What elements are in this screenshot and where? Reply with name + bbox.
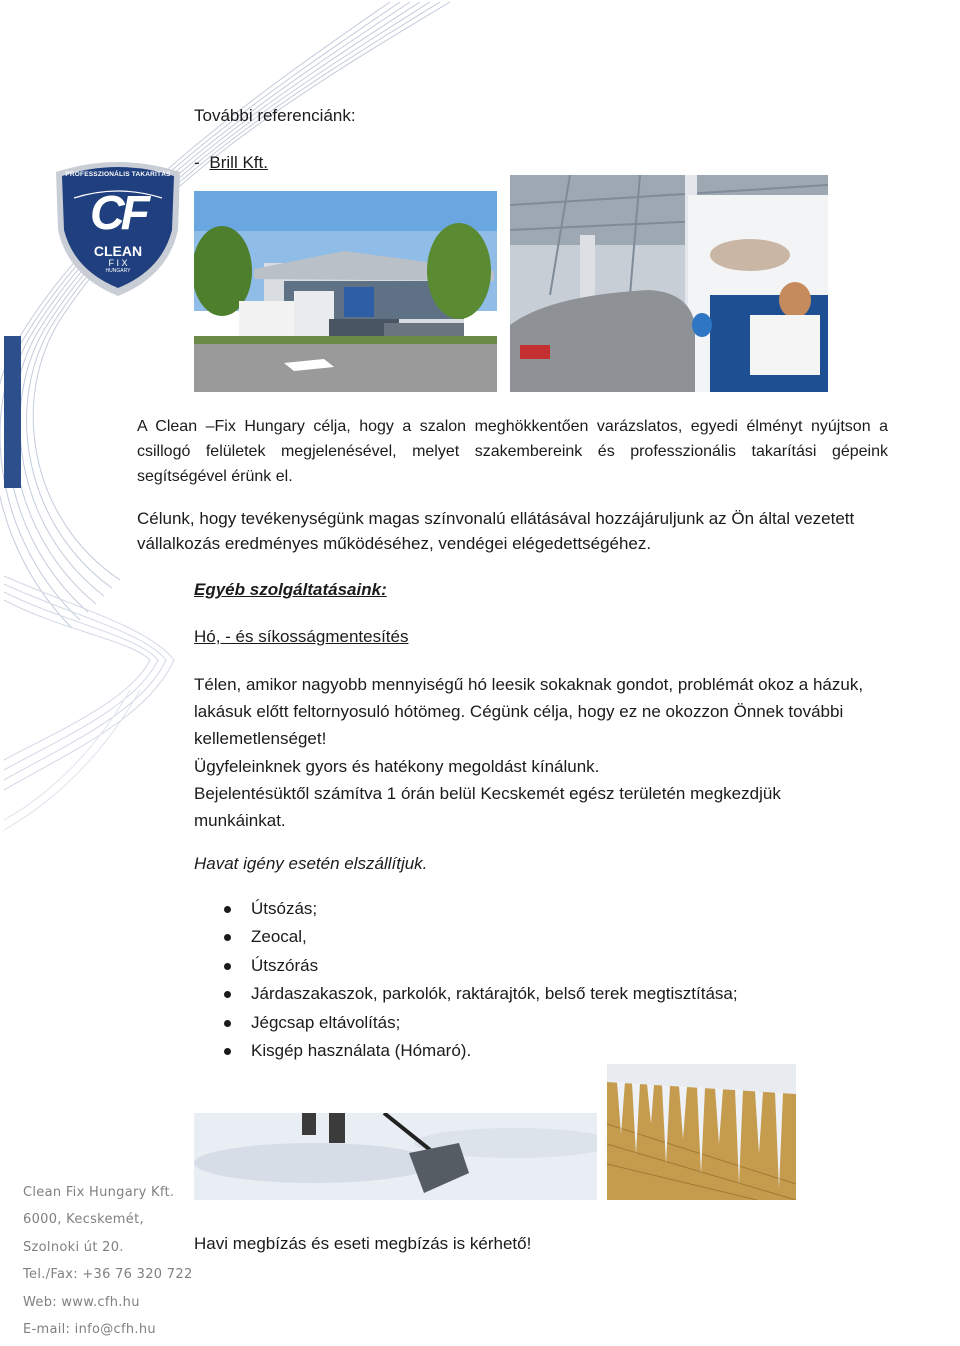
reference-dash: -: [194, 153, 200, 172]
snow-line-6: munkáinkat.: [194, 811, 286, 831]
logo-country: HUNGARY: [105, 268, 131, 274]
footer-city: 6000, Kecskemét,: [23, 1212, 144, 1227]
icicles-photo: [607, 1064, 796, 1200]
logo-brand-fix: F I X: [108, 258, 128, 268]
snow-description: [194, 671, 863, 834]
accent-side-bar: [4, 336, 21, 488]
intro-line-3: segítségével érünk el.: [137, 468, 293, 485]
references-heading: További referenciánk:: [194, 106, 356, 125]
closing-note: Havi megbízás és eseti megbízás is kérhető!: [194, 1234, 532, 1253]
goal-line-1: Célunk, hogy tevékenységünk magas színvonalú ellátásával hozzájáruljunk az Ön által vezetett: [137, 509, 855, 528]
other-services-heading: Egyéb szolgáltatásaink:: [194, 580, 387, 599]
snow-shovel-photo: [194, 1113, 597, 1200]
footer-street: Szolnoki út 20.: [23, 1240, 124, 1255]
intro-paragraph: [137, 414, 888, 489]
snow-line-4: Ügyfeleinknek gyors és hatékony megoldást kínálunk.: [194, 756, 600, 776]
list-item: Zeocal,: [222, 923, 738, 951]
dealership-exterior-photo: [194, 191, 497, 392]
clean-fix-logo: [52, 158, 184, 298]
goal-paragraph: [137, 506, 888, 556]
intro-line-2: csillogó felületek megjelenésével, melyet szakembereink és professzionális takarítási gépeink: [137, 443, 888, 460]
reference-item: [194, 149, 268, 176]
logo-mark: CF: [90, 187, 146, 240]
footer-company: Clean Fix Hungary Kft.: [23, 1185, 175, 1200]
list-item: Útszórás: [222, 952, 738, 980]
list-item: Útsózás;: [222, 895, 738, 923]
snow-line-2: lakásuk előtt feltornyosuló hótömeg. Cégünk célja, hogy ez ne okozzon Önnek további: [194, 702, 844, 722]
services-list: [222, 895, 738, 1065]
logo-arc-text: PROFESSZIONÁLIS TAKARÍTÁS: [65, 171, 171, 178]
snow-line-3: kellemetlenséget!: [194, 729, 327, 749]
bullet-icon: [224, 934, 231, 941]
footer-phone: Tel./Fax: +36 76 320 722: [23, 1267, 193, 1282]
footer-web[interactable]: Web: www.cfh.hu: [23, 1295, 140, 1310]
bullet-icon: [224, 991, 231, 998]
bullet-icon: [224, 906, 231, 913]
snow-line-5: Bejelentésüktől számítva 1 órán belül Kecskemét egész területén megkezdjük: [194, 783, 781, 803]
snow-line-1: Télen, amikor nagyobb mennyiségű hó leesik sokaknak gondot, problémát okoz a házuk,: [194, 675, 864, 694]
goal-line-2: vállalkozás eredményes működéséhez, vendégei elégedettségéhez.: [137, 534, 652, 553]
showroom-cleaning-photo: [510, 175, 828, 392]
bullet-icon: [224, 963, 231, 970]
list-item: Kisgép használata (Hómaró).: [222, 1037, 738, 1065]
list-item: Járdaszakaszok, parkolók, raktárajtók, belső terek megtisztítása;: [222, 980, 738, 1008]
snow-section-title: Hó, - és síkosságmentesítés: [194, 627, 409, 646]
intro-line-1: A Clean –Fix Hungary célja, hogy a szalon meghökkentően varázslatos, egyedi élményt nyújtson a: [137, 418, 888, 435]
footer-email[interactable]: E-mail: info@cfh.hu: [23, 1322, 156, 1337]
reference-name: Brill Kft.: [209, 153, 268, 172]
logo-brand: CLEAN: [93, 243, 143, 259]
snow-removal-note: Havat igény esetén elszállítjuk.: [194, 854, 428, 873]
bullet-icon: [224, 1048, 231, 1055]
bullet-icon: [224, 1020, 231, 1027]
list-item: Jégcsap eltávolítás;: [222, 1009, 738, 1037]
